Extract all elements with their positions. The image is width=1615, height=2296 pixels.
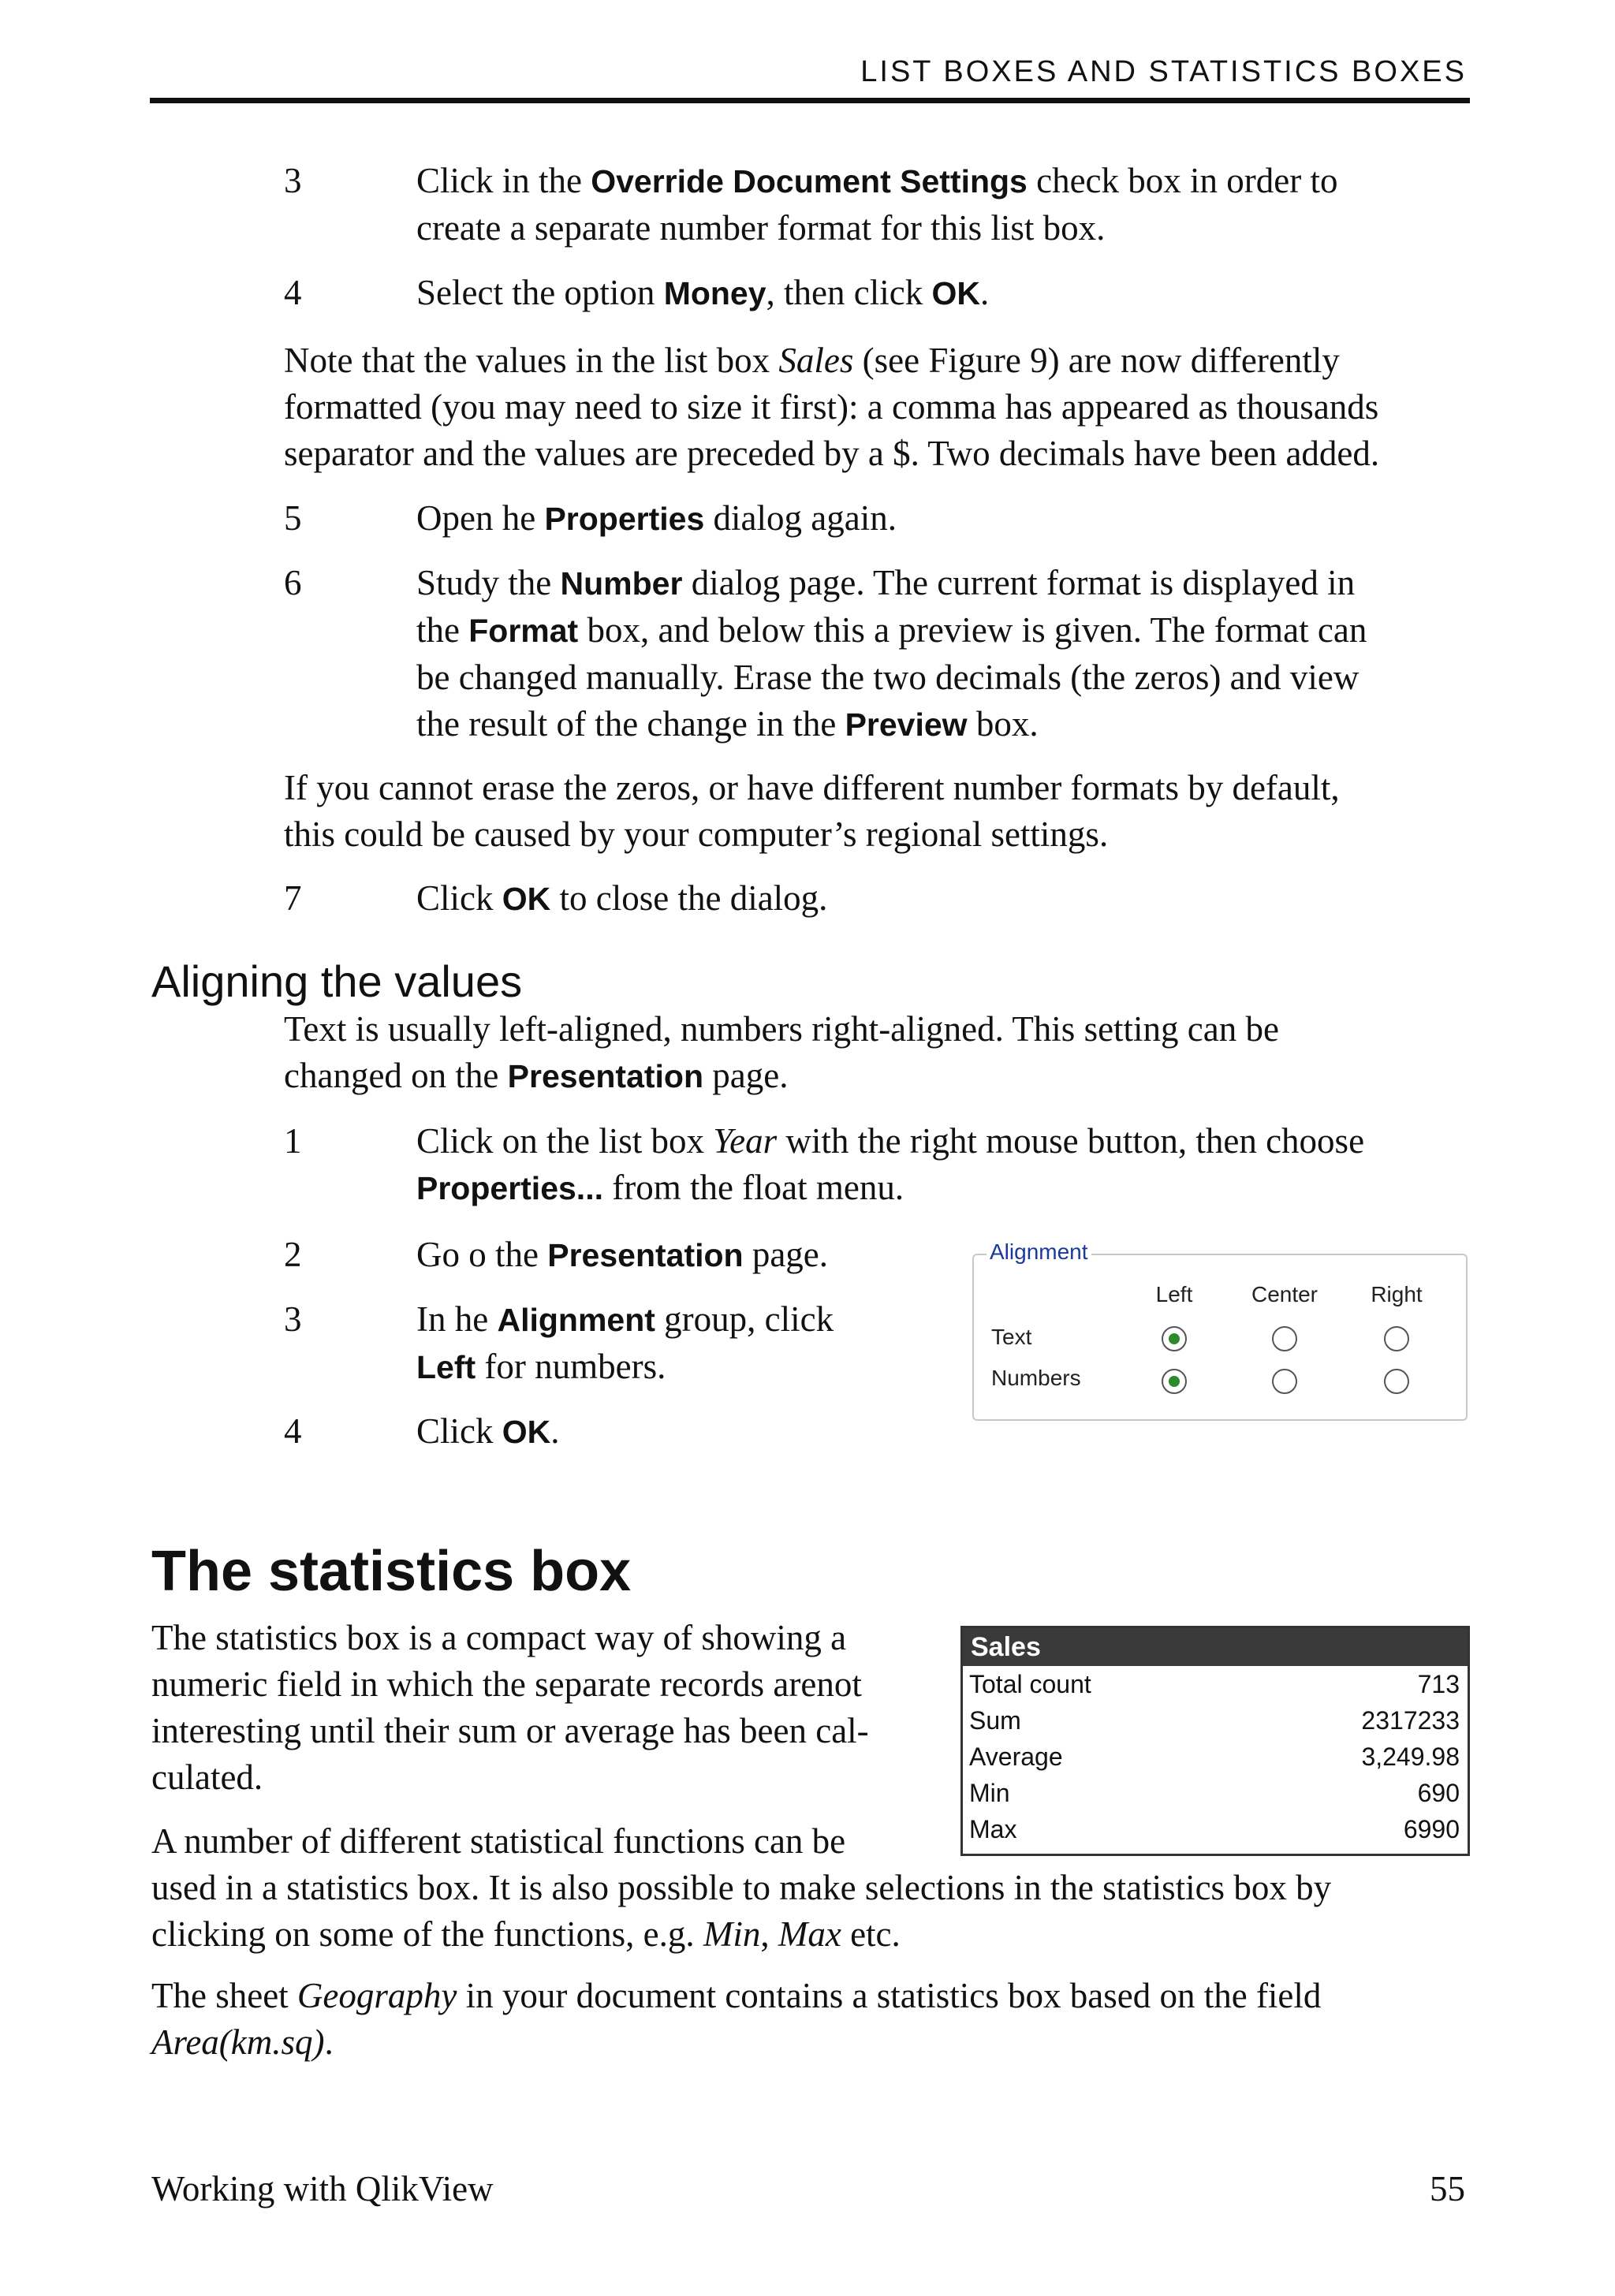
radio-numbers-left[interactable] (1162, 1369, 1187, 1394)
column-left: Left (1155, 1282, 1193, 1306)
header-rule (150, 98, 1470, 103)
stat-label: Sum (969, 1706, 1021, 1735)
note-paragraph: Note that the values in the list box Sales (see Figure 9) are now differently formatted (you may need to size it first): a comma has appeared as thousands separator and the values are preceded by a $. Two decimals have been added. (284, 341, 1380, 473)
statistics-intro: The statistics box is a compact way of showing a numeric field in which the separate records arenot interesting until their sum or average has been cal- culated. (151, 1618, 869, 1797)
note2-paragraph: If you cannot erase the zeros, or have different number formats by default, this could be caused by your computer’s regional settings. (284, 768, 1340, 854)
stat-label: Average (969, 1742, 1063, 1771)
radio-text-left[interactable] (1162, 1326, 1187, 1351)
stat-value: 3,249.98 (1361, 1742, 1460, 1771)
radio-numbers-right[interactable] (1384, 1369, 1409, 1394)
statistics-functions-paragraph: A number of different statistical functions can be used in a statistics box. It is also possible to make selections in the statistics box by clicking on some of the functions, e.g. Min, Max etc. (151, 1821, 1332, 1954)
step-3-override: 3 Click in the Override Document Settings check box in order to create a separate number format for this list box. (284, 161, 1338, 248)
footer-book-title: Working with QlikView (151, 2169, 494, 2208)
stat-label: Total count (969, 1670, 1091, 1698)
stat-value: 2317233 (1361, 1706, 1460, 1735)
stat-label: Max (969, 1815, 1017, 1843)
heading-aligning: Aligning the values (151, 956, 523, 1006)
running-header: LIST BOXES AND STATISTICS BOXES (860, 55, 1467, 88)
column-center: Center (1251, 1282, 1318, 1306)
stat-value: 6990 (1403, 1815, 1460, 1843)
aligning-intro: Text is usually left-aligned, numbers right-aligned. This setting can be changed on the Presentation page. (284, 1009, 1279, 1095)
stat-label: Min (969, 1779, 1010, 1807)
row-numbers-label: Numbers (991, 1366, 1081, 1390)
row-text-label: Text (991, 1325, 1032, 1349)
radio-text-right[interactable] (1384, 1326, 1409, 1351)
alignment-legend: Alignment (987, 1239, 1091, 1265)
radio-numbers-center[interactable] (1272, 1369, 1297, 1394)
statistics-box-title: Sales (963, 1628, 1468, 1666)
radio-text-center[interactable] (1272, 1326, 1297, 1351)
align-step-1: 1 Click on the list box Year with the right mouse button, then choose Properties... from the float menu. (284, 1121, 1365, 1207)
stat-value: 713 (1417, 1670, 1460, 1698)
alignment-group-box (972, 1239, 1468, 1421)
heading-statistics-box: The statistics box (151, 1540, 632, 1603)
stat-value: 690 (1417, 1779, 1460, 1807)
page-number: 55 (1430, 2169, 1465, 2208)
stat-row-total-count[interactable] (963, 1666, 1468, 1702)
stat-row-min[interactable] (963, 1775, 1468, 1811)
column-right: Right (1371, 1282, 1423, 1306)
align-step-2: 2 Go o the Presentation page. (284, 1235, 829, 1274)
statistics-box (960, 1626, 1470, 1856)
step-4-money: 4 Select the option Money, then click OK. (284, 273, 990, 312)
stat-row-max[interactable] (963, 1811, 1468, 1847)
step-5-properties: 5 Open he Properties dialog again. (284, 498, 897, 538)
align-step-4: 4 Click OK. (284, 1411, 560, 1451)
align-step-3: 3 In he Alignment group, click Left for numbers. (284, 1299, 834, 1386)
step-6-number: 6 Study the Number dialog page. The current format is displayed in the Format box, and below this a preview is given. The format can be changed manually. Erase the two decimals (the zeros) and view the result of the change in the Preview box. (284, 563, 1367, 744)
geography-paragraph: The sheet Geography in your document contains a statistics box based on the field Area(km.sq). (151, 1976, 1322, 2062)
step-7-close: 7 Click OK to close the dialog. (284, 878, 828, 918)
stat-row-average[interactable] (963, 1739, 1468, 1775)
stat-row-sum[interactable] (963, 1702, 1468, 1739)
